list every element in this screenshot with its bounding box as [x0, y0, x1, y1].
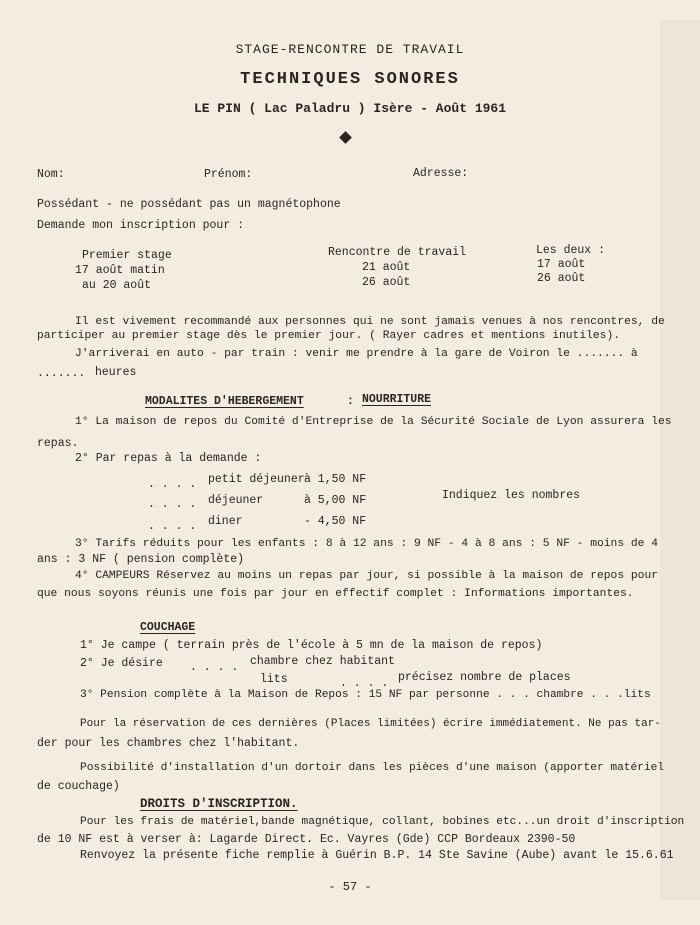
droits-line1: Pour les frais de matériel,bande magnétique, collant, bobines etc...un droit d'inscription [80, 816, 685, 828]
page-number: - 57 - [328, 880, 372, 894]
couchage-c1: 1° Je campe ( terrain près de l'école à 5 mn de la maison de repos) [80, 639, 543, 652]
dortoir-line2: de couchage) [37, 780, 120, 793]
inscription-intro: Demande mon inscription pour : [37, 219, 245, 232]
possede-line: Possédant - ne possédant pas un magnétophone [37, 198, 341, 211]
header-location: LE PIN ( Lac Paladru ) Isère - Août 1961 [193, 101, 507, 116]
hebergement-p1-line1: 1° La maison de repos du Comité d'Entreprise de la Sécurité Sociale de Lyon assurera les [75, 416, 672, 428]
meal-dots-2: . . . . [148, 498, 197, 511]
couchage-c3: 3° Pension complète à la Maison de Repos : 15 NF par personne . . . chambre . . .lits [80, 689, 651, 701]
recommend-line2: participer au premier stage dès le premier jour. ( Rayer cadres et mentions inutiles). [37, 330, 621, 342]
option-col3-line3: 26 août [537, 272, 586, 285]
dortoir-line1: Possibilité d'installation d'un dortoir dans les pièces d'une maison (apporter matériel [80, 762, 665, 774]
meal-name-3: diner [208, 515, 243, 528]
droits-line2: de 10 NF est à verser à: Lagarde Direct. Ec. Vayres (Gde) CCP Bordeaux 2390-50 [37, 833, 576, 846]
option-col1-line2: 17 août matin [75, 264, 165, 277]
couchage-lits-text: précisez nombre de places [398, 671, 571, 684]
reservation-line2: der pour les chambres chez l'habitant. [37, 737, 300, 750]
hebergement-p2: 2° Par repas à la demande : [75, 452, 262, 465]
header-line1: STAGE-RENCONTRE DE TRAVAIL [235, 42, 465, 57]
hebergement-p4-line1: 4° CAMPEURS Réservez au moins un repas par jour, si possible à la maison de repos pour [75, 570, 659, 582]
option-col3-line2: 17 août [537, 258, 586, 271]
droits-line3: Renvoyez la présente fiche remplie à Guérin B.P. 14 Ste Savine (Aube) avant le 15.6.61 [80, 849, 674, 862]
arrivee-heures: heures [95, 366, 137, 379]
couchage-lits-label: lits [260, 673, 288, 686]
recommend-line1: Il est vivement recommandé aux personnes qui ne sont jamais venues à nos rencontres, de [75, 316, 665, 328]
couchage-c2-dots: . . . . [190, 661, 239, 674]
heading-droits: DROITS D'INSCRIPTION. [140, 797, 298, 811]
meal-price-1: à 1,50 NF [304, 473, 367, 486]
hebergement-p4-line2: que nous soyons réunis une fois par jour en effectif complet : Informations importantes. [37, 588, 634, 600]
couchage-c2-text: chambre chez habitant [250, 655, 395, 668]
meal-dots-3: . . . . [148, 520, 197, 533]
meal-name-2: déjeuner [208, 494, 264, 507]
field-prenom: Prénom: [204, 168, 253, 181]
meal-name-1: petit déjeuner [208, 473, 305, 486]
indiquez-nombres: Indiquez les nombres [442, 489, 581, 502]
option-col2-line2: 21 août [362, 261, 411, 274]
option-col1-line1: Premier stage [82, 249, 172, 262]
arrivee-line1: J'arriverai en auto - par train : venir me prendre à la gare de Voiron le ....... à [75, 348, 638, 360]
heading-separator: : [347, 395, 354, 408]
field-nom: Nom: [37, 168, 65, 181]
diamond-ornament [339, 131, 352, 144]
header-title: TECHNIQUES SONORES [240, 70, 460, 89]
meal-price-3: - 4,50 NF [304, 515, 367, 528]
reservation-line1: Pour la réservation de ces dernières (Places limitées) écrire immédiatement. Ne pas tar- [80, 718, 661, 730]
hebergement-p3-line1: 3° Tarifs réduits pour les enfants : 8 à 12 ans : 9 NF - 4 à 8 ans : 5 NF - moins de 4 [75, 538, 659, 550]
couchage-lits-dots: . . . . [340, 677, 389, 690]
option-col2-line3: 26 août [362, 276, 411, 289]
heading-couchage: COUCHAGE [140, 621, 196, 634]
couchage-c2-label: 2° Je désire [80, 657, 163, 670]
field-adresse: Adresse: [413, 167, 469, 180]
page-edge-shadow [660, 20, 700, 900]
hebergement-p1-line2: repas. [37, 437, 79, 450]
option-col2-line1: Rencontre de travail [328, 246, 467, 259]
hebergement-p3-line2: ans : 3 NF ( pension complète) [37, 553, 245, 566]
heading-hebergement: MODALITES D'HEBERGEMENT [145, 395, 304, 408]
arrivee-dots: ....... [37, 367, 86, 380]
option-col3-line1: Les deux : [536, 244, 606, 257]
meal-price-2: à 5,00 NF [304, 494, 367, 507]
meal-dots-1: . . . . [148, 478, 197, 491]
option-col1-line3: au 20 août [82, 279, 152, 292]
heading-nourriture: NOURRITURE [362, 393, 432, 406]
